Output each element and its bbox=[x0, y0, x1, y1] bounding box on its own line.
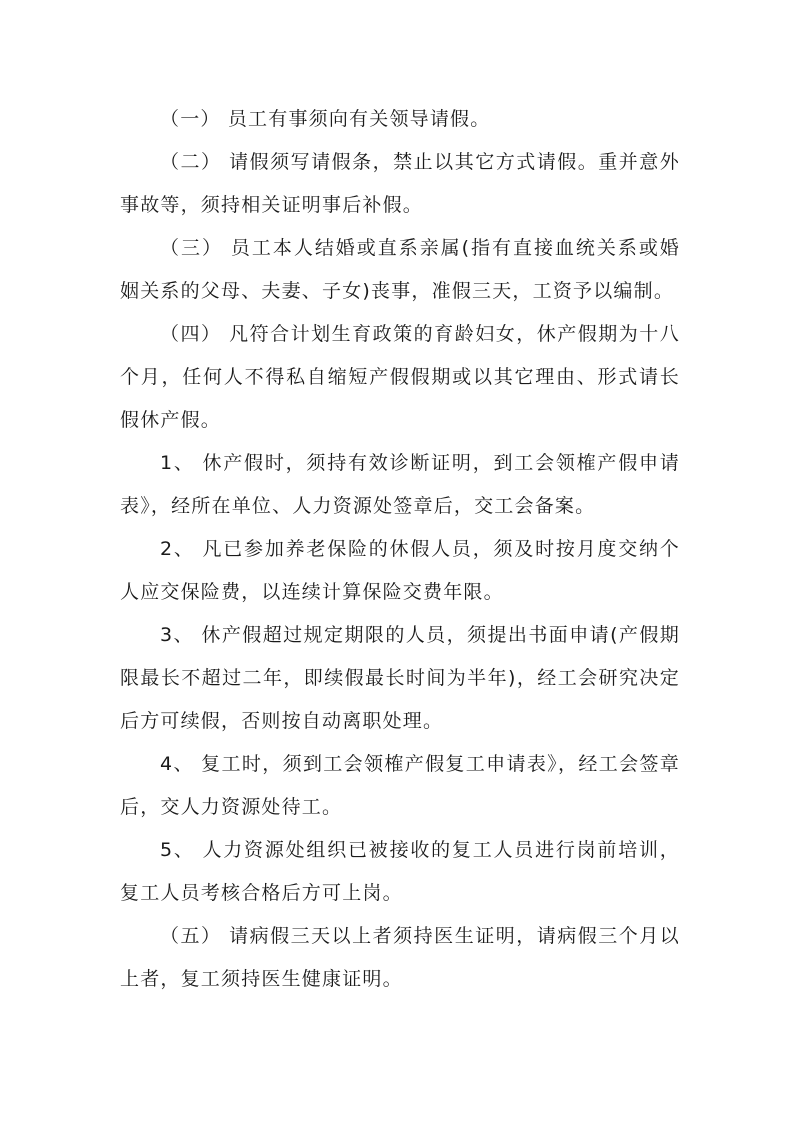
paragraph-7: 3、 休产假超过规定期限的人员，须提出书面申请(产假期限最长不超过二年，即续假最长时间为半年)，经工会研究决定后方可续假，否则按自动离职处理。 bbox=[120, 624, 680, 732]
paragraph-1: （一） 员工有事须向有关领导请假。 bbox=[160, 108, 491, 130]
paragraph-9: 5、 人力资源处组织已被接收的复工人员进行岗前培训，复工人员考核合格后方可上岗。 bbox=[120, 839, 680, 904]
paragraph-3: （三） 员工本人结婚或直系亲属(指有直接血统关系或婚姻关系的父母、夫妻、子女)丧事，准假三天，工资予以编制。 bbox=[120, 237, 680, 302]
document-body bbox=[120, 98, 680, 1001]
paragraph-5: 1、 休产假时，须持有效诊断证明，到工会领榷产假申请表》，经所在单位、人力资源处签章后，交工会备案。 bbox=[120, 452, 680, 517]
paragraph-2: （二） 请假须写请假条，禁止以其它方式请假。重并意外事故等，须持相关证明事后补假。 bbox=[120, 151, 680, 216]
paragraph-4: （四） 凡符合计划生育政策的育龄妇女，休产假期为十八个月，任何人不得私自缩短产假假期或以其它理由、形式请长假休产假。 bbox=[120, 323, 680, 431]
paragraph-8: 4、 复工时，须到工会领榷产假复工申请表》，经工会签章后，交人力资源处待工。 bbox=[120, 753, 680, 818]
paragraph-10: （五） 请病假三天以上者须持医生证明，请病假三个月以上者，复工须持医生健康证明。 bbox=[120, 925, 680, 990]
paragraph-6: 2、 凡已参加养老保险的休假人员，须及时按月度交纳个人应交保险费，以连续计算保险交费年限。 bbox=[120, 538, 680, 603]
